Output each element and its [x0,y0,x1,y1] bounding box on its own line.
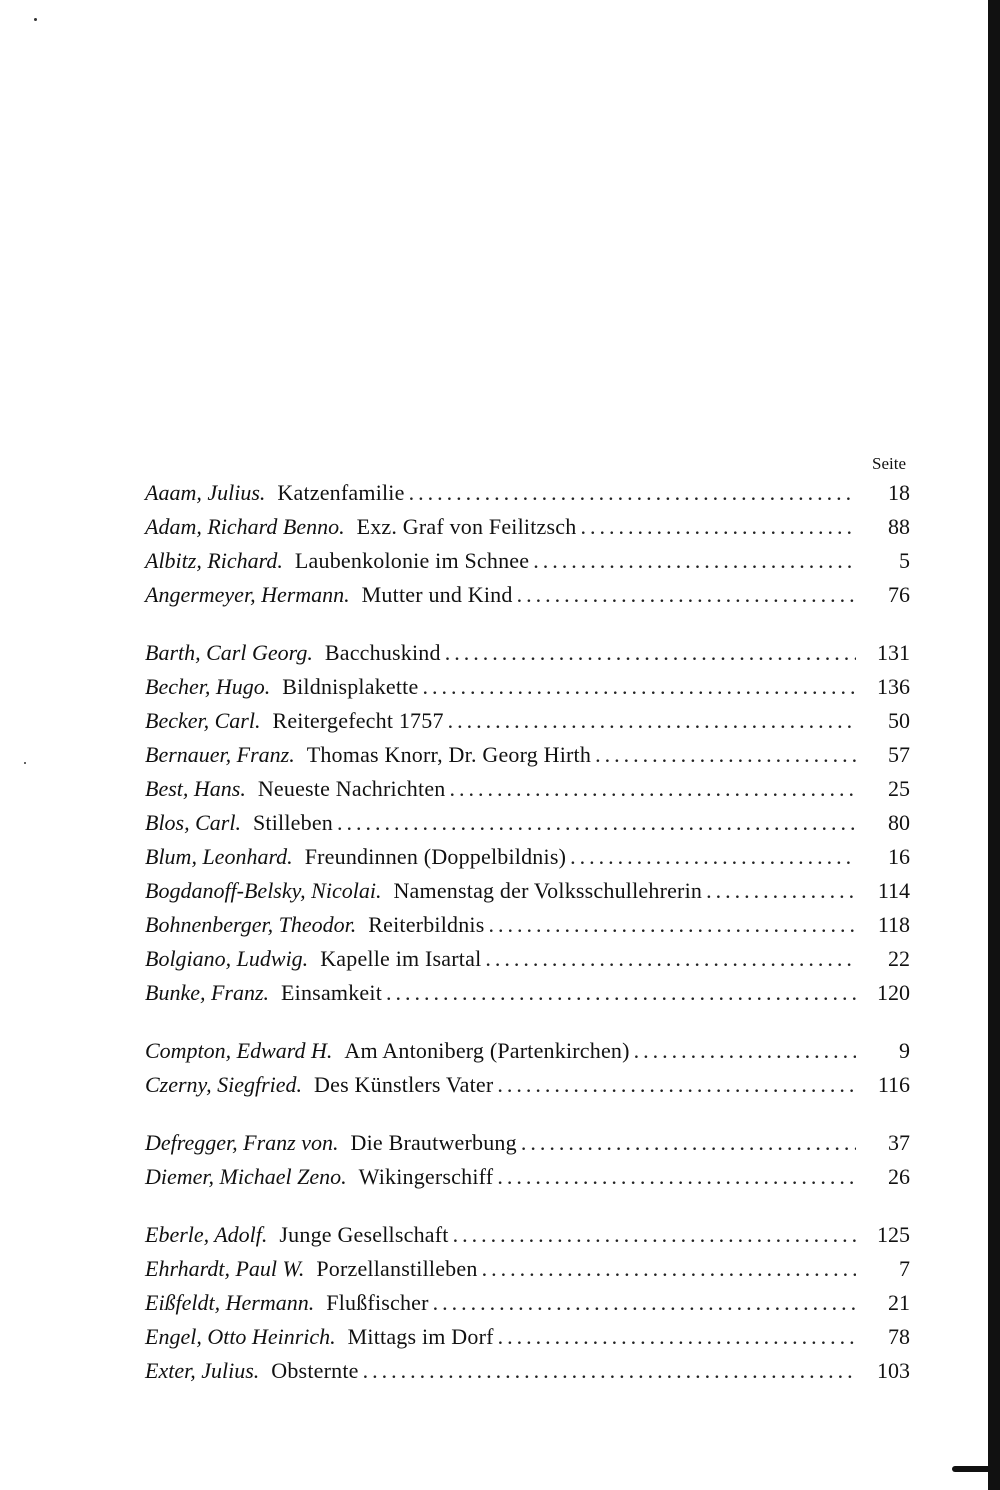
artist-name: Bunke, Franz. [145,980,270,1005]
page-edge-foot [952,1466,992,1472]
dot-leader [422,670,856,704]
index-entry [145,976,910,1010]
page-number: 116 [877,1072,910,1097]
page-number: 18 [888,480,910,505]
artwork-title: Freundinnen (Doppelbildnis) [304,844,567,869]
page-column-header: Seite [872,454,906,473]
index-entry [145,670,910,704]
dot-leader [570,840,856,874]
dot-leader [533,544,856,578]
artwork-title: Kapelle im Isartal [320,946,482,971]
artist-name: Adam, Richard Benno. [145,514,345,539]
artwork-title: Namenstag der Volksschullehrerin [393,878,703,903]
artist-name: Defregger, Franz von. [145,1130,339,1155]
dot-leader [595,738,856,772]
artist-name: Bernauer, Franz. [145,742,295,767]
page-number: 103 [877,1358,910,1383]
dot-leader [497,1160,856,1194]
dot-leader [386,976,856,1010]
artist-name: Compton, Edward H. [145,1038,333,1063]
dot-leader [409,476,856,510]
dot-leader [497,1068,856,1102]
index-entry [145,1160,910,1194]
index-entry [145,874,910,908]
artist-name: Best, Hans. [145,776,246,801]
artwork-title: Thomas Knorr, Dr. Georg Hirth [306,742,592,767]
artwork-title: Exz. Graf von Feilitzsch [356,514,577,539]
artist-name: Barth, Carl Georg. [145,640,313,665]
index-entry [145,942,910,976]
dot-leader [449,772,856,806]
index-group [145,1218,910,1388]
index-entry [145,578,910,612]
index-entry [145,544,910,578]
index-entry [145,476,910,510]
page-number: 25 [888,776,910,801]
dot-leader [482,1252,856,1286]
artist-name: Bogdanoff-Belsky, Nicolai. [145,878,382,903]
dot-leader [445,636,856,670]
artwork-title: Am Antoniberg (Partenkirchen) [344,1038,630,1063]
index-entry [145,840,910,874]
artist-name: Ehrhardt, Paul W. [145,1256,305,1281]
index-group [145,1034,910,1102]
page-number: 16 [888,844,910,869]
dot-leader [453,1218,856,1252]
artwork-title: Bildnisplakette [282,674,419,699]
dot-leader [634,1034,856,1068]
index-entry [145,704,910,738]
page-number: 5 [899,548,910,573]
artist-name: Eberle, Adolf. [145,1222,268,1247]
dot-leader [448,704,856,738]
page-number: 136 [877,674,910,699]
dot-leader [498,1320,856,1354]
picture-index [145,452,910,1412]
index-entry [145,1320,910,1354]
index-group [145,476,910,612]
artist-name: Czerny, Siegfried. [145,1072,303,1097]
artwork-title: Porzellanstilleben [316,1256,478,1281]
artwork-title: Die Brautwerbung [350,1130,517,1155]
index-entry [145,510,910,544]
dot-leader [363,1354,856,1388]
artwork-title: Laubenkolonie im Schnee [294,548,530,573]
index-entry [145,772,910,806]
index-entry [145,1126,910,1160]
page-number: 26 [888,1164,910,1189]
index-entry [145,1068,910,1102]
artwork-title: Mittags im Dorf [347,1324,494,1349]
page-number: 50 [888,708,910,733]
dot-leader [580,510,856,544]
dot-leader [337,806,856,840]
index-entry [145,1034,910,1068]
artwork-title: Reiterbildnis [368,912,485,937]
page-number: 37 [888,1130,910,1155]
artwork-title: Des Künstlers Vater [314,1072,494,1097]
index-groups [145,476,910,1388]
page-number: 131 [877,640,910,665]
index-entry [145,908,910,942]
dot-leader [706,874,856,908]
index-entry [145,806,910,840]
artwork-title: Flußfischer [326,1290,429,1315]
page-number: 114 [877,878,910,903]
artwork-title: Wikingerschiff [358,1164,494,1189]
artist-name: Blum, Leonhard. [145,844,293,869]
page-number: 22 [888,946,910,971]
page-number: 78 [888,1324,910,1349]
index-group [145,1126,910,1194]
artist-name: Eißfeldt, Hermann. [145,1290,315,1315]
index-entry [145,738,910,772]
index-entry [145,1218,910,1252]
artwork-title: Reitergefecht 1757 [272,708,444,733]
page-number: 57 [888,742,910,767]
artist-name: Albitz, Richard. [145,548,283,573]
page-number: 88 [888,514,910,539]
artwork-title: Bacchuskind [324,640,441,665]
page-number: 7 [899,1256,910,1281]
page-number: 118 [877,912,910,937]
artist-name: Bohnenberger, Theodor. [145,912,357,937]
dot-leader [489,908,857,942]
artwork-title: Katzenfamilie [277,480,405,505]
artwork-title: Neueste Nachrichten [257,776,446,801]
artist-name: Becker, Carl. [145,708,261,733]
page-number: 76 [888,582,910,607]
artist-name: Blos, Carl. [145,810,241,835]
page-number: 9 [899,1038,910,1063]
artist-name: Diemer, Michael Zeno. [145,1164,347,1189]
page-edge [988,0,1000,1490]
artist-name: Engel, Otto Heinrich. [145,1324,336,1349]
page-number: 21 [888,1290,910,1315]
artist-name: Angermeyer, Hermann. [145,582,350,607]
index-entry [145,636,910,670]
dot-leader [485,942,856,976]
page-number: 120 [877,980,910,1005]
page-number: 125 [877,1222,910,1247]
index-entry [145,1252,910,1286]
artwork-title: Junge Gesellschaft [279,1222,449,1247]
scan-speck [24,762,26,764]
artwork-title: Einsamkeit [281,980,383,1005]
artist-name: Becher, Hugo. [145,674,271,699]
artist-name: Bolgiano, Ludwig. [145,946,309,971]
artist-name: Exter, Julius. [145,1358,260,1383]
artist-name: Aaam, Julius. [145,480,266,505]
dot-leader [521,1126,856,1160]
index-entry [145,1354,910,1388]
scan-speck [34,18,37,21]
dot-leader [517,578,856,612]
index-entry [145,1286,910,1320]
index-group [145,636,910,1010]
dot-leader [433,1286,856,1320]
artwork-title: Stilleben [252,810,333,835]
artwork-title: Obsternte [271,1358,359,1383]
artwork-title: Mutter und Kind [361,582,513,607]
page-number: 80 [888,810,910,835]
